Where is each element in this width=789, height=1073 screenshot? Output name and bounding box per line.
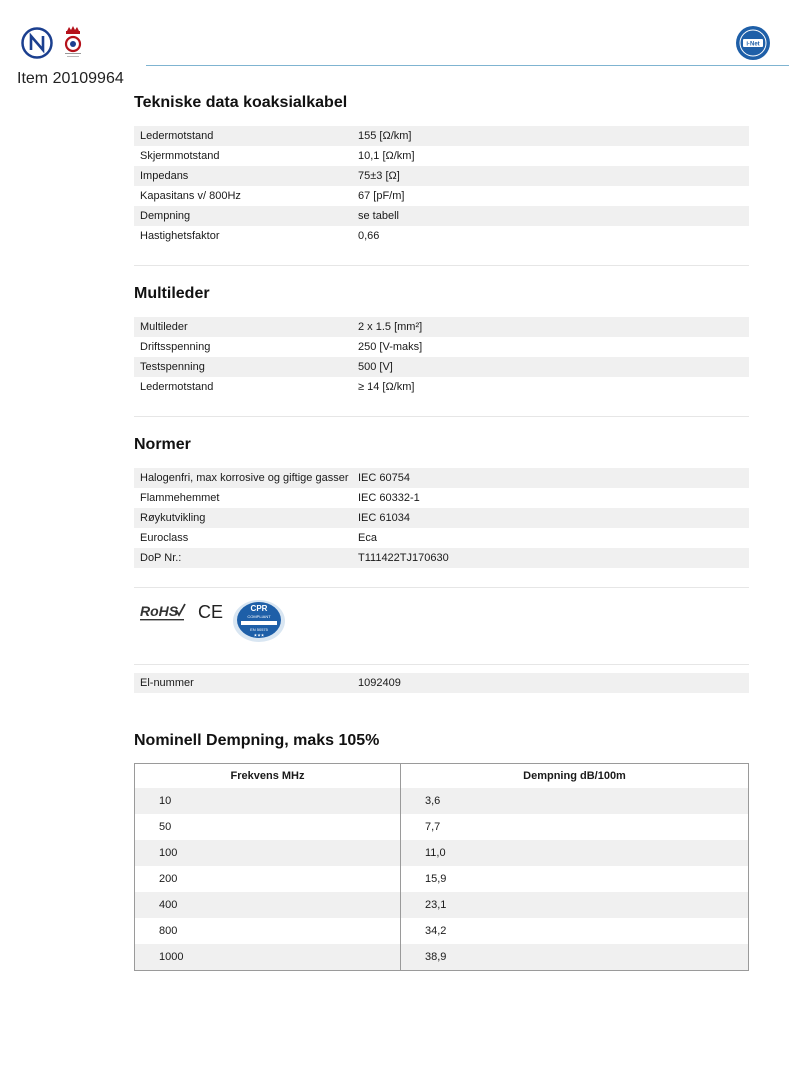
table-row	[135, 918, 749, 944]
row-label: Kapasitans v/ 800Hz	[140, 190, 241, 202]
cell-attenuation: 3,6	[401, 788, 749, 814]
section-divider	[134, 265, 749, 266]
ce-mark-icon	[198, 601, 224, 621]
svg-text:i·Net: i·Net	[746, 41, 760, 48]
row-value: 250 [V-maks]	[358, 341, 423, 353]
cell-attenuation: 15,9	[425, 873, 447, 885]
row-value: ≥ 14 [Ω/km]	[358, 381, 415, 393]
table-row	[135, 788, 749, 814]
row-label: El-nummer	[134, 673, 352, 693]
cell-attenuation: 11,0	[401, 840, 749, 866]
section-divider	[134, 587, 749, 588]
n-circle-logo	[21, 27, 53, 59]
table-row	[134, 377, 749, 397]
row-value: Eca	[358, 532, 377, 544]
table-row	[135, 814, 749, 840]
row-value: 0,66	[358, 230, 380, 242]
table-row	[134, 146, 749, 166]
row-label: Skjermmotstand	[140, 150, 220, 162]
cell-frequency: 10	[135, 788, 401, 814]
cell-attenuation: 23,1	[401, 892, 749, 918]
row-value: 10,1 [Ω/km]	[358, 150, 415, 162]
table-row	[134, 528, 749, 548]
row-value: 155 [Ω/km]	[352, 126, 749, 146]
cell-frequency: 50	[135, 814, 401, 840]
row-value: IEC 60754	[352, 468, 749, 488]
row-label: Multileder	[134, 317, 352, 337]
normer-table	[134, 468, 749, 568]
attenuation-table	[134, 763, 749, 971]
section-title-koaksial: Tekniske data koaksialkabel	[134, 94, 348, 111]
row-value: IEC 61034	[352, 508, 749, 528]
column-header-attenuation: Dempning dB/100m	[401, 764, 749, 789]
table-row	[134, 206, 749, 226]
koaksial-table	[134, 126, 749, 246]
row-label: Testspenning	[134, 357, 352, 377]
table-row	[134, 317, 749, 337]
table-row	[135, 866, 749, 892]
table-header-row	[135, 764, 749, 789]
row-label: Impedans	[134, 166, 352, 186]
inet-badge-logo	[735, 25, 771, 61]
row-value: 2 x 1.5 [mm²]	[352, 317, 749, 337]
cell-frequency: 200	[135, 866, 401, 892]
row-value: se tabell	[352, 206, 749, 226]
cell-frequency: 1000	[135, 944, 401, 971]
section-title-attenuation: Nominell Dempning, maks 105%	[134, 732, 380, 749]
table-row	[135, 840, 749, 866]
table-row	[134, 337, 749, 357]
cpr-compliant-label: COMPLIANT	[247, 614, 271, 619]
row-label: Flammehemmet	[140, 492, 220, 504]
cell-frequency: 100	[135, 840, 401, 866]
rohs-icon	[138, 600, 186, 622]
row-value: IEC 60332-1	[358, 492, 420, 504]
row-label: Dempning	[134, 206, 352, 226]
crown-seal-logo	[60, 25, 86, 63]
section-divider	[134, 416, 749, 417]
section-divider	[134, 664, 749, 665]
table-row	[134, 357, 749, 377]
cell-attenuation: 38,9	[401, 944, 749, 971]
cell-attenuation: 34,2	[425, 925, 447, 937]
row-label: DoP Nr.:	[134, 548, 352, 568]
table-row	[134, 166, 749, 186]
row-value: 1092409	[352, 673, 749, 693]
elnummer-table	[134, 673, 749, 693]
table-row	[134, 488, 749, 508]
section-title-multileder: Multileder	[134, 285, 210, 302]
row-value: 500 [V]	[352, 357, 749, 377]
table-row	[134, 673, 749, 693]
row-label: Ledermotstand	[134, 126, 352, 146]
svg-text:★★★: ★★★	[253, 632, 265, 638]
table-row	[135, 944, 749, 971]
row-value: 67 [pF/m]	[358, 190, 405, 202]
row-value: T111422TJ170630	[352, 548, 749, 568]
ce-label: CE	[198, 602, 224, 621]
row-label: Euroclass	[140, 532, 189, 544]
row-label: Halogenfri, max korrosive og giftige gasser	[134, 468, 352, 488]
header-divider	[146, 65, 789, 66]
row-label: Driftsspenning	[140, 341, 211, 353]
section-title-normer: Normer	[134, 436, 191, 453]
multileder-table	[134, 317, 749, 397]
row-value: 75±3 [Ω]	[352, 166, 749, 186]
row-label: Røykutvikling	[134, 508, 352, 528]
cell-frequency: 400	[135, 892, 401, 918]
cpr-standard-label: EN 50575	[250, 627, 268, 632]
cell-frequency: 800	[135, 918, 401, 944]
row-label: Hastighetsfaktor	[140, 230, 220, 242]
table-row	[135, 892, 749, 918]
column-header-frequency: Frekvens MHz	[135, 764, 401, 789]
table-row	[134, 548, 749, 568]
table-row	[134, 186, 749, 206]
item-number: Item 20109964	[17, 70, 124, 87]
table-row	[134, 468, 749, 488]
cell-attenuation: 7,7	[425, 821, 441, 833]
cpr-compliant-icon	[232, 597, 286, 643]
table-row	[134, 126, 749, 146]
table-row	[134, 508, 749, 528]
cpr-label: CPR	[250, 604, 268, 613]
table-row	[134, 226, 749, 246]
row-label: Ledermotstand	[140, 381, 214, 393]
rohs-label: RoHS	[140, 603, 179, 619]
